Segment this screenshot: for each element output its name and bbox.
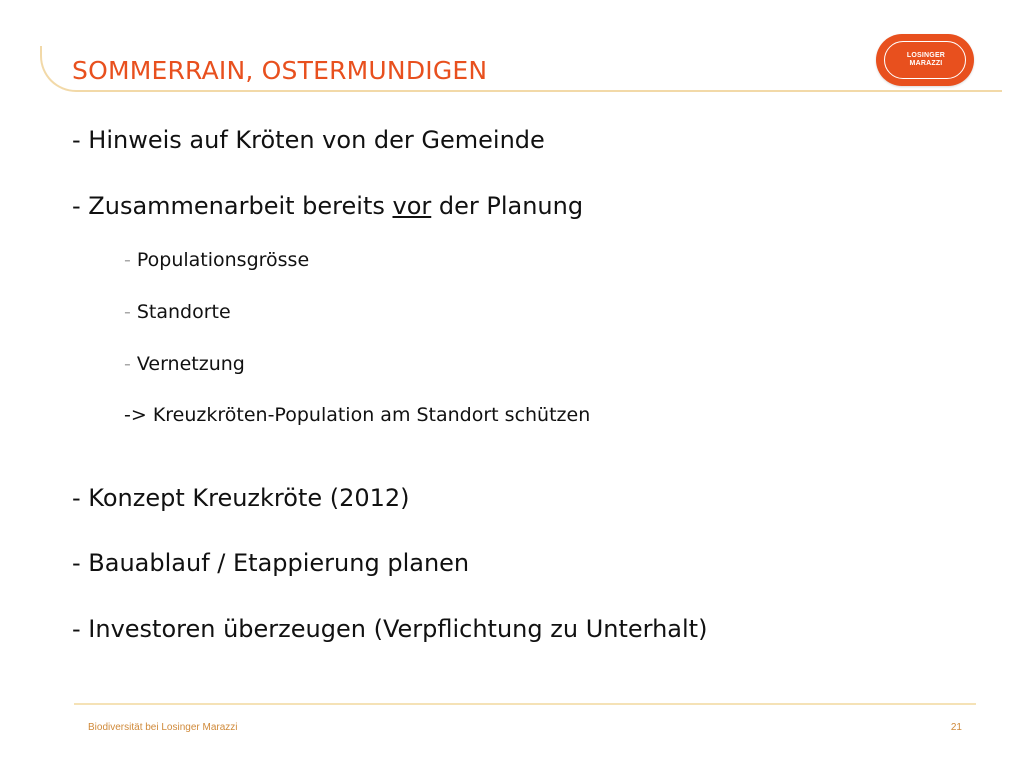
sub-item-conclusion: -> Kreuzkröten-Population am Standort schützen: [124, 404, 591, 426]
bullet-item-2-suffix: der Planung: [431, 192, 584, 220]
sub-item-2: [124, 301, 231, 323]
logo-text-line1: LOSINGER: [906, 52, 946, 59]
sub-item-dash: -: [124, 249, 131, 271]
logo-text-line2: MARAZZI: [909, 59, 943, 67]
sub-item-2-label: Standorte: [136, 301, 231, 323]
sub-item-1-label: Populationsgrösse: [136, 249, 310, 271]
bullet-item-4: - Bauablauf / Etappierung planen: [72, 549, 470, 577]
sub-item-3-label: Vernetzung: [136, 353, 245, 375]
sub-item-dash: -: [124, 301, 131, 323]
bullet-item-2-prefix: - Zusammenarbeit bereits: [72, 192, 393, 220]
bullet-item-2-underlined: vor: [392, 192, 432, 220]
logo-inner-ring: [884, 41, 966, 79]
sub-item-3: [124, 353, 245, 375]
page-number: 21: [950, 722, 962, 733]
bullet-item-2: [72, 192, 583, 220]
slide-title: SOMMERRAIN, OSTERMUNDIGEN: [72, 56, 488, 85]
bullet-item-3: - Konzept Kreuzkröte (2012): [72, 484, 410, 512]
sub-item-dash: -: [124, 353, 131, 375]
bullet-item-1: - Hinweis auf Kröten von der Gemeinde: [72, 126, 545, 154]
sub-item-1: [124, 249, 309, 271]
footer-divider: [74, 703, 976, 705]
bullet-item-5: - Investoren überzeugen (Verpflichtung zu Unterhalt): [72, 615, 708, 643]
logo-text: [885, 52, 967, 67]
footer-text: Biodiversität bei Losinger Marazzi: [88, 722, 238, 733]
losinger-marazzi-logo: [876, 34, 974, 86]
